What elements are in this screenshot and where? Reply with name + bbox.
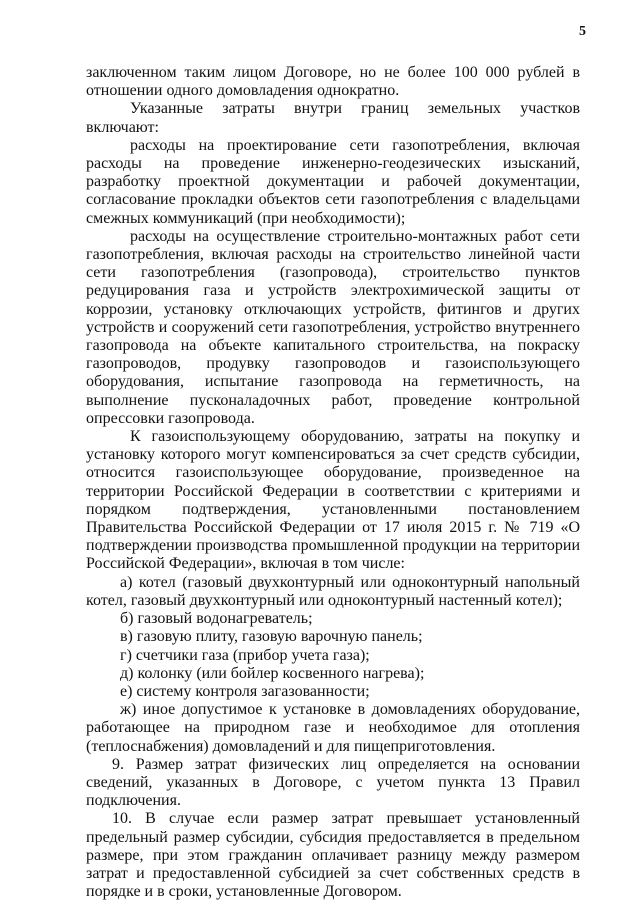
list-item-g: г) счетчики газа (прибор учета газа); (120, 646, 370, 664)
paragraph-1: заключенном таким лицом Договоре, но не более 100 000 рублей в отношении одного домовладения однократно. (86, 64, 580, 100)
list-item-e: е) систему контроля загазованности; (120, 682, 370, 700)
paragraph-5: К газоиспользующему оборудованию, затраты на покупку и установку которого могут компенсироваться за счет средств субсидии, относится газоиспользующее оборудование, произведенное на территории Российской Федерации в соответствии с критериями и порядком подтверждения, установленными постановлением Правительства Российской Федерации от 17 июля 2015 г. № 719 «О подтверждении производства промышленной продукции на территории Российской Федерации», включая в том числе: (86, 428, 580, 573)
paragraph-4: расходы на осуществление строительно-монтажных работ сети газопотребления, включая расходы на строительство линейной части сети газопотребления (газопровода), строительство пунктов редуцирования газа и устройств электрохимической защиты от коррозии, установку отключающих устройств, фитингов и других устройств и сооружений сети газопотребления, устройство внутреннего газопровода на объекте капитального строительства, на покраску газопроводов, продувку газопроводов и газоиспользующего оборудования, испытание газопровода на герметичность, на выполнение пусконаладочных работ, проведение контрольной опрессовки газопровода. (86, 227, 580, 427)
clause-10: 10. В случае если размер затрат превышает установленный предельный размер субсидии, субсидия предоставляется в предельном размере, при этом гражданин оплачивает разницу между размером затрат и предоставленной субсидией за счет собственных средств в порядке и в сроки, установленные Договором. (86, 810, 580, 901)
list-item-d: д) колонку (или бойлер косвенного нагрева); (120, 664, 425, 682)
list-item-a: а) котел (газовый двухконтурный или одноконтурный напольный котел, газовый двухконтурный или одноконтурный настенный котел); (86, 573, 580, 609)
list-item-b: б) газовый водонагреватель; (120, 610, 313, 628)
document-body (86, 64, 580, 901)
paragraph-3: расходы на проектирование сети газопотребления, включая расходы на проведение инженерно-геодезических изысканий, разработку проектной документации и рабочей документации, согласование прокладки объектов сети газопотребления с владельцами смежных коммуникаций (при необходимости); (86, 136, 580, 227)
clause-9: 9. Размер затрат физических лиц определяется на основании сведений, указанных в Договоре, с учетом пункта 13 Правил подключения. (86, 755, 580, 810)
paragraph-2: Указанные затраты внутри границ земельных участков включают: (86, 100, 580, 136)
page-number: 5 (579, 24, 586, 39)
list-item-zh: ж) иное допустимое к установке в домовладениях оборудование, работающее на природном газе и необходимое для отопления (теплоснабжения) домовладений и для пищеприготовления. (86, 701, 580, 755)
list-item-v: в) газовую плиту, газовую варочную панель; (120, 628, 423, 646)
